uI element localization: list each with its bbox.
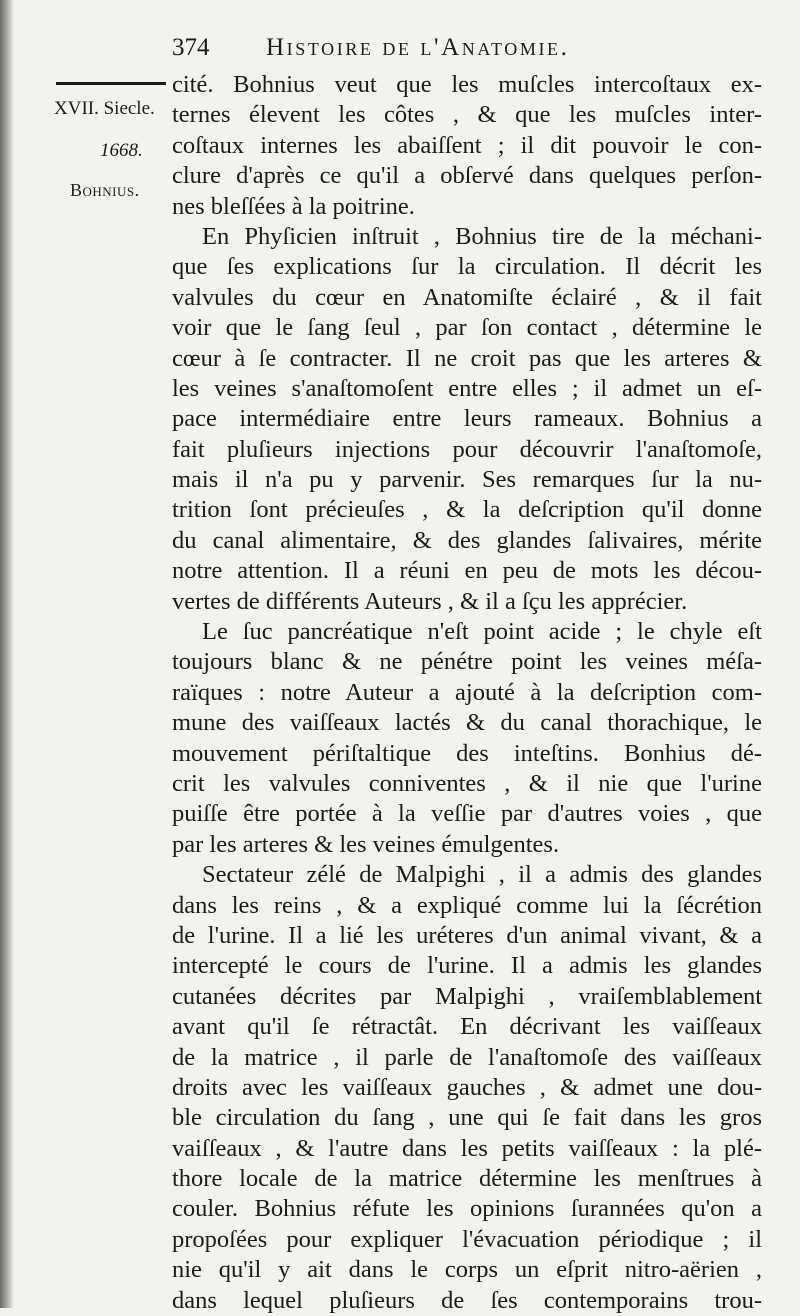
text-line: vaiſſeaux , & l'autre dans les petits vaiſſeaux : la plé- — [172, 1134, 762, 1162]
text-line: trition ſont précieuſes , & la deſcription qu'il donne — [172, 496, 762, 524]
text-line: pace intermédiaire entre leurs rameaux. Bohnius a — [172, 405, 762, 433]
text-line: avant qu'il ſe rétractât. En décrivant les vaiſſeaux — [172, 1013, 762, 1041]
text-line: de la matrice , il parle de l'anaſtomoſe des vaiſſeaux — [172, 1043, 762, 1071]
running-title: Histoire de l'Anatomie. — [266, 34, 570, 61]
margin-rule — [56, 82, 166, 85]
text-line: valvules du cœur en Anatomiſte éclairé , & il fait — [172, 283, 762, 311]
text-line: puiſſe être portée à la veſſie par d'autres voies , que — [172, 800, 762, 828]
text-line: mais il n'a pu y parvenir. Ses remarques ſur la nu- — [172, 466, 762, 494]
text-line: ble circulation du ſang , une qui ſe fait dans les gros — [172, 1104, 762, 1132]
text-line: voir que le ſang ſeul , par ſon contact , détermine le — [172, 314, 762, 342]
margin-note-author: Bohnius. — [70, 180, 140, 200]
text-line: vertes de différents Auteurs , & il a ſçu les apprécier. — [172, 587, 688, 615]
text-line: nie qu'il y ait dans le corps un eſprit nitro-aërien , — [172, 1256, 762, 1284]
margin-note-year: 1668. — [100, 140, 143, 161]
text-line: droits avec les vaiſſeaux gauches , & admet une dou- — [172, 1073, 762, 1101]
text-line: cité. Bohnius veut que les muſcles intercoſtaux ex- — [172, 71, 762, 98]
text-line: Sectateur zélé de Malpighi , il a admis des glandes — [202, 861, 762, 889]
text-line: fait pluſieurs injections pour découvrir l'anaſtomoſe, — [172, 435, 762, 463]
text-line: cœur à ſe contracter. Il ne croit pas que les arteres & — [172, 344, 762, 372]
text-line: coſtaux internes les abaiſſent ; il dit pouvoir le con- — [172, 131, 762, 159]
text-line: de l'urine. Il a lié les uréteres d'un animal vivant, & a — [172, 921, 762, 949]
text-line: par les arteres & les veines émulgentes. — [172, 830, 560, 858]
text-line: toujours blanc & ne pénétre point les veines méſa- — [172, 648, 762, 676]
text-line: Le ſuc pancréatique n'eſt point acide ; le chyle eſt — [202, 618, 762, 646]
page-header — [172, 34, 762, 70]
text-line: propoſées pour expliquer l'évacuation périodique ; il — [172, 1225, 762, 1253]
text-line: crit les valvules conniventes , & il nie que l'urine — [172, 769, 762, 797]
text-line: nes bleſſées à la poitrine. — [172, 192, 415, 220]
text-line: raïques : notre Auteur a ajouté à la deſcription com- — [172, 678, 762, 706]
margin-note-century: XVII. Siecle. — [54, 98, 155, 119]
text-line: thore locale de la matrice détermine les menſtrues à — [172, 1165, 762, 1193]
text-line: intercepté le cours de l'urine. Il a admis les glandes — [172, 952, 762, 980]
text-line: ternes élevent les côtes , & que les muſcles inter- — [172, 101, 762, 129]
text-line: mouvement périſtaltique des inteſtins. Bonhius dé- — [172, 739, 762, 767]
page-number: 374 — [172, 34, 210, 61]
text-line: cutanées décrites par Malpighi , vraiſemblablement — [172, 982, 762, 1010]
text-line: couler. Bohnius réfute les opinions ſurannées qu'on a — [172, 1195, 762, 1223]
text-line: dans lequel pluſieurs de ſes contemporains trou- — [172, 1286, 762, 1314]
text-line: dans les reins , & a expliqué comme lui la ſécrétion — [172, 891, 762, 919]
text-line: du canal alimentaire, & des glandes ſalivaires, mérite — [172, 526, 762, 554]
body-text — [172, 70, 762, 1316]
text-line: notre attention. Il a réuni en peu de mots les décou- — [172, 557, 762, 585]
text-line: mune des vaiſſeaux lactés & du canal thorachique, le — [172, 709, 762, 737]
text-line: les veines s'anaſtomoſent entre elles ; il admet un eſ- — [172, 374, 762, 402]
text-line: clure d'après ce qu'il a obſervé dans quelques perſon- — [172, 162, 762, 190]
text-line: que ſes explications ſur la circulation. Il décrit les — [172, 253, 762, 281]
text-line: En Phyſicien inſtruit , Bohnius tire de la méchani- — [202, 222, 762, 250]
binding-gutter — [0, 0, 14, 1308]
